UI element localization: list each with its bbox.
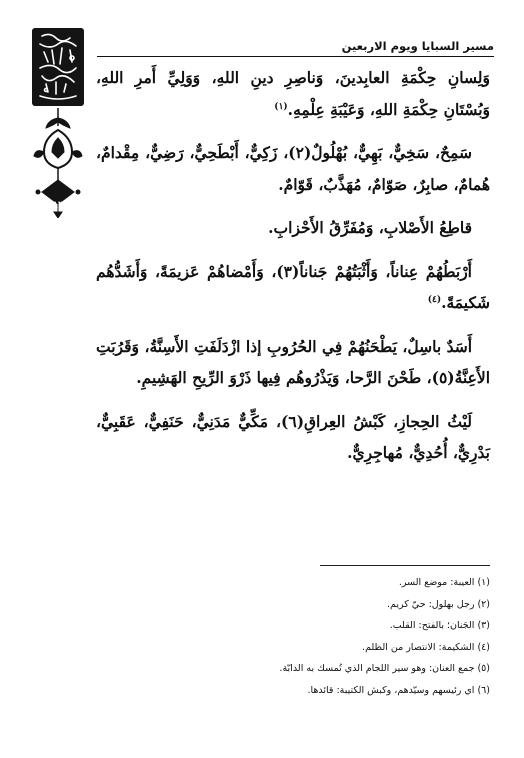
page-ornament [28,28,92,218]
text-line: الهَشِيمِ. [136,368,187,387]
running-header-title: مسير السبايا ويوم الاربعين [341,39,494,53]
footnote-divider [320,565,490,566]
paragraph-4 [96,256,490,319]
text-line: قاطِعُ الأَصْلابِ، وَمُفَرِّقُ الأَحْزابِ. [268,218,472,237]
text-line: لَيْثُ الحِجازِ، كَبْشُ العِراقِ(٦)، مَكِّيٌّ مَدَنِيٌّ، حَنَفِيٌّ، عَقَبِيٌّ، [96,411,472,431]
text-line: أَرْبَطُهُمْ عِناناً، وَأَثْبَتُهُمْ جَناناً(٣)، وَأَمْضاهُمْ عَزيمَةً، [155,261,472,281]
page-number: ٨٣ [51,200,65,211]
paragraph-2 [96,137,490,200]
calligraphy-emblem-icon [32,28,84,106]
footnotes [130,572,490,701]
paragraph-5 [96,331,490,394]
footnote-item: (٤) الشكيمة: الانتصار من الظلم. [362,641,490,653]
text-line: سَمِحٌ، سَخِيٌّ، بَهِيٌّ، بُهْلُولٌ(٢)، زَكِيٌّ، أَبْطَحِيٌّ، رَضِيٌّ، [145,143,472,162]
footnote-item: (٦) اي رئيسهم وسيّدهم، وكبش الكتيبة: قائدها. [307,684,490,696]
text-line: مِقْدامٌ، هُمامٌ، صابِرٌ، صَوّامٌ، مُهَذَّبٌ، قَوّامٌ. [96,143,490,194]
footnote-ref: (١) [274,101,288,112]
header-divider [97,56,494,57]
paragraph-3 [96,212,490,244]
text-line: أَسَدٌ باسِلٌ، يَطْحَنُهُمْ فِي الحُرُوبِ إذا ازْدَلَفَتِ الأَسِنَّةُ، [144,336,473,356]
footnote-item: (٣) الجَنان؛ بالفتح: القلب. [389,620,490,631]
footnote-item: (١) العيبة: موضع السر. [398,577,490,588]
footnote-ref: (٤) [427,294,442,305]
text-line: وَقَرُبَتِ الأَعِنَّةُ(٥)، طَحْنَ الرَّحا، وَيَذْرُوهُم فِيها ذَرْوَ الرِّيحِ [96,336,490,387]
paragraph-6 [96,406,490,469]
text-line: بَدْرِيٌّ، أُحُدِيٌّ، مُهاجِرِيٌّ. [347,443,490,462]
body-text [96,62,490,481]
text-line: وَبُسْتَانِ حِكْمَةِ اللهِ، وَعَيْبَةِ عِلْمِهِ. [287,99,490,119]
text-line: وَلِسانِ حِكْمَةِ العابِدينَ، وَناصِرِ دينِ اللهِ، وَوَلِيِّ أَمرِ اللهِ، [96,68,490,87]
footnote-item: (٥) جمع العنان: وهو سير اللجام الذي تُمسك به الدابّة. [279,663,490,674]
paragraph-1 [96,62,490,125]
text-line: وَأَشَدُّهُم شَكيمَةً. [96,261,490,312]
footnote-item: (٢) رجل بهلول: حيّ كريم. [387,598,490,610]
